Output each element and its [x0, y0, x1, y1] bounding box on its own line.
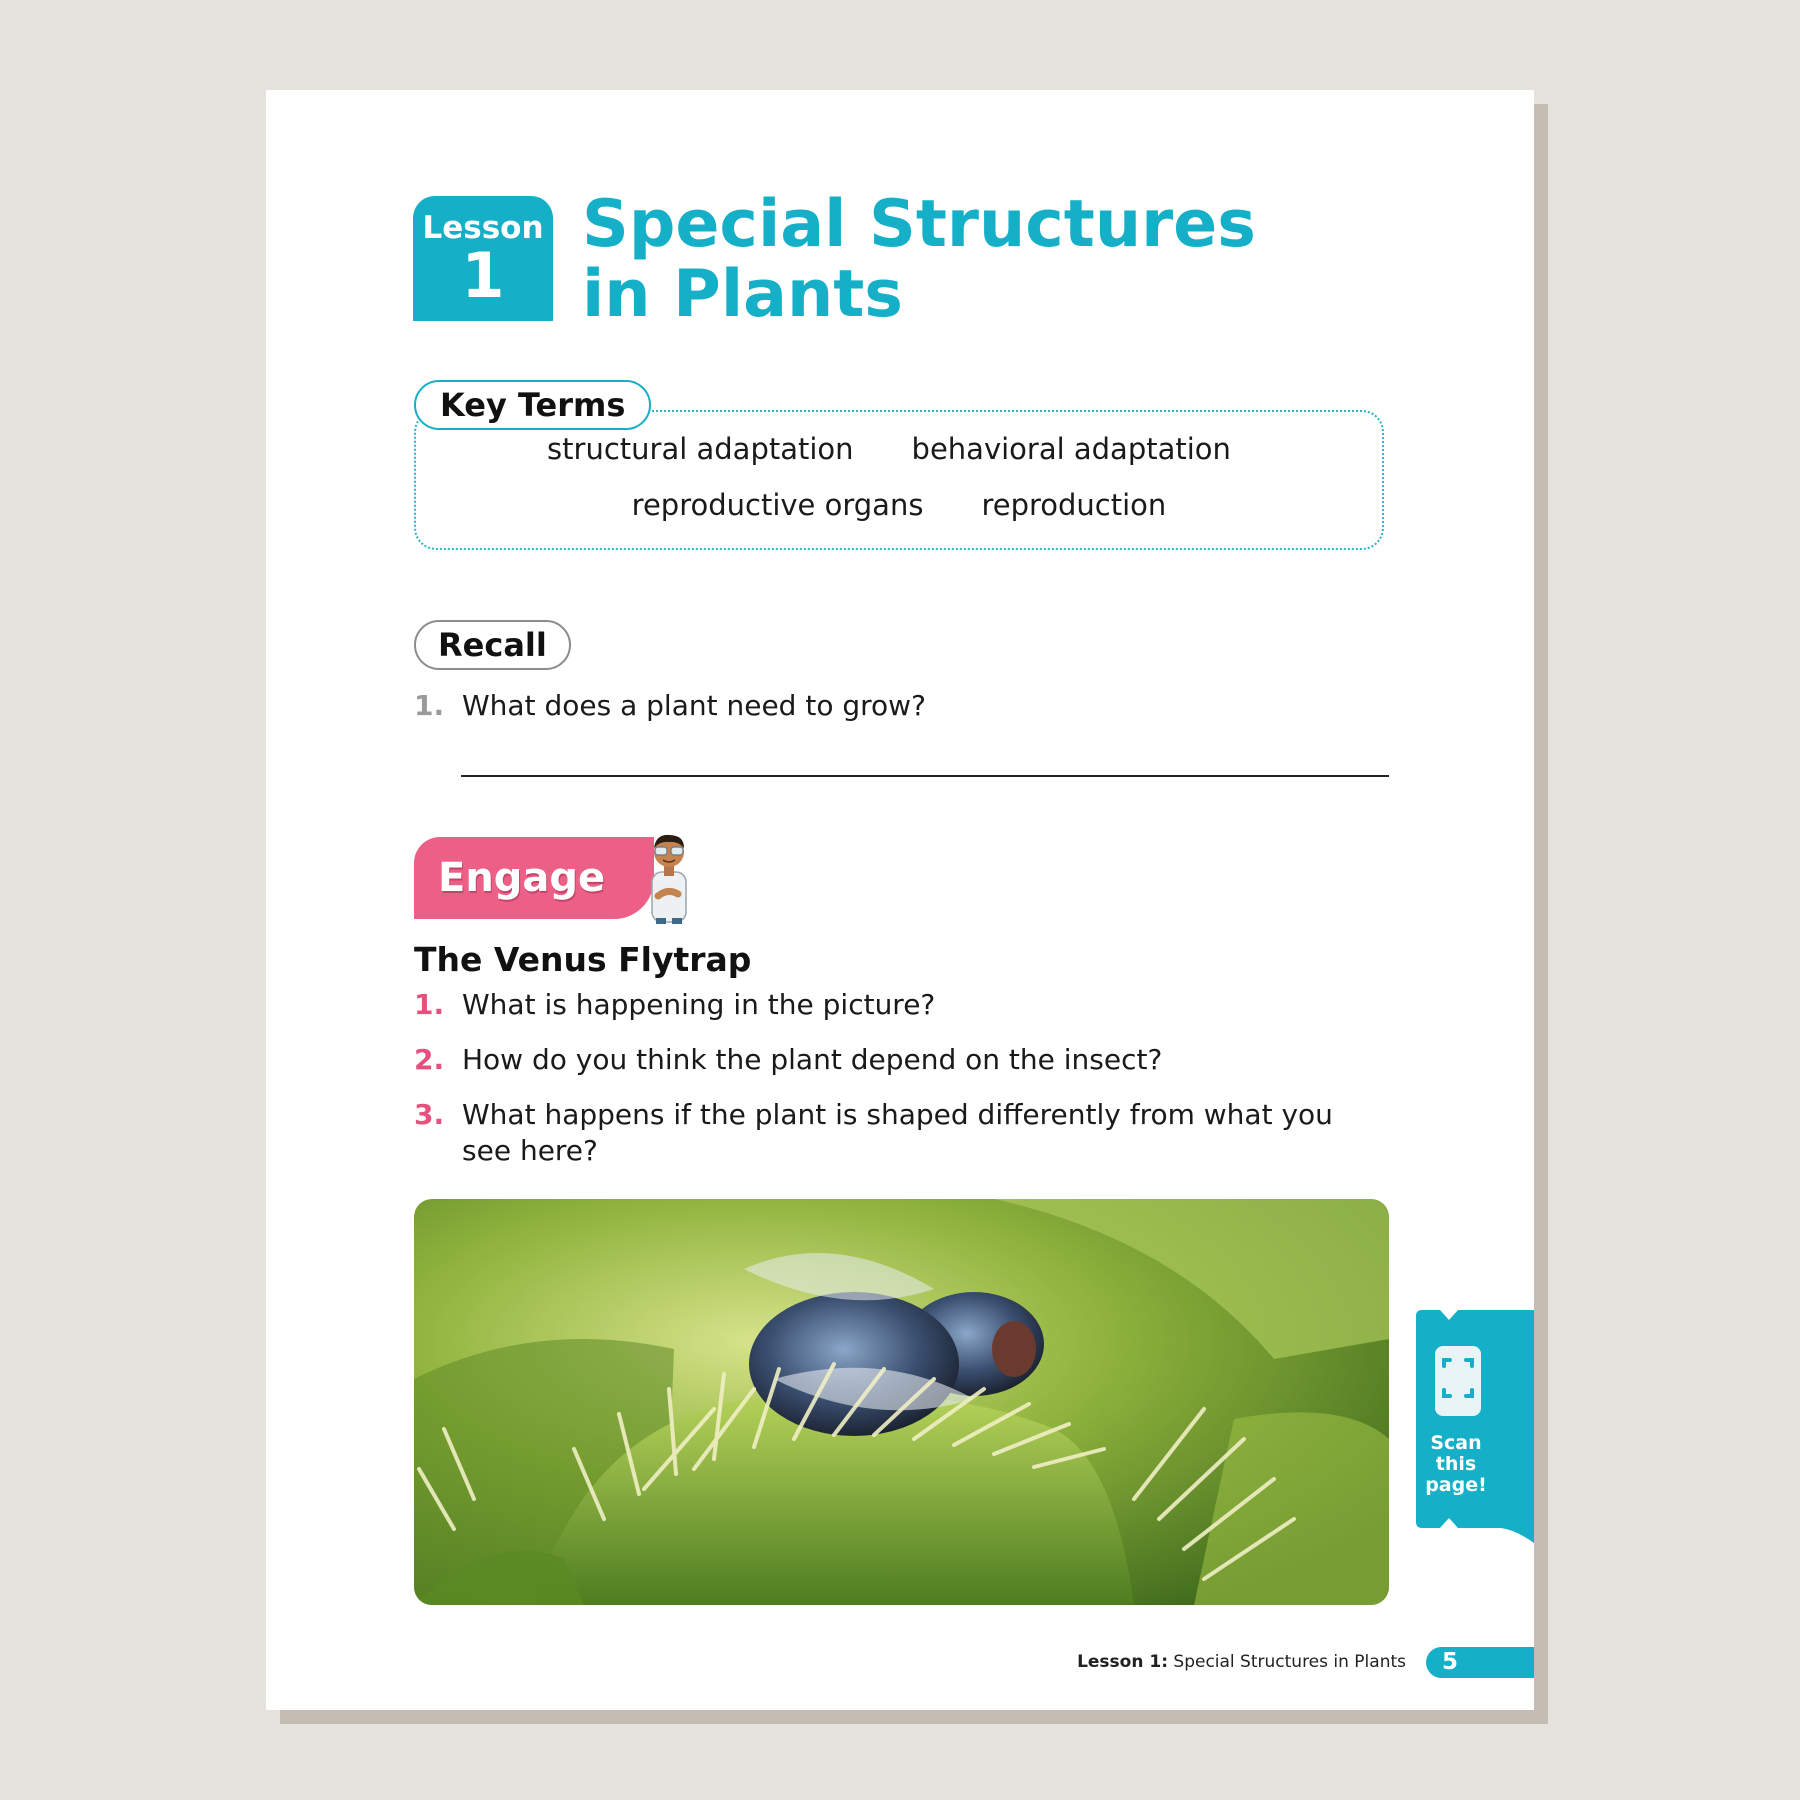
workbook-page — [266, 90, 1534, 1710]
scan-page-tab[interactable] — [1406, 1308, 1534, 1543]
key-term: reproductive organs — [631, 488, 924, 522]
key-term: behavioral adaptation — [911, 432, 1231, 466]
footer-lesson-label: Lesson 1: — [1077, 1652, 1168, 1672]
lesson-badge — [413, 196, 553, 321]
scan-label-line: Scan — [1430, 1432, 1482, 1454]
key-terms-label: Key Terms — [414, 380, 651, 430]
page-footer — [1077, 1652, 1406, 1672]
section-heading: The Venus Flytrap — [414, 940, 752, 979]
question-number: 3. — [414, 1098, 445, 1131]
venus-flytrap-photo — [414, 1199, 1389, 1605]
phone-scan-icon — [1435, 1346, 1481, 1416]
engage-tab: Engage — [414, 837, 654, 919]
scan-label-line: page! — [1425, 1474, 1487, 1496]
scan-label-line: this — [1435, 1453, 1477, 1475]
question-text: What does a plant need to grow? — [462, 689, 926, 722]
question-number: 1. — [414, 689, 445, 722]
footer-lesson-title: Special Structures in Plants — [1173, 1652, 1406, 1672]
question-text: What happens if the plant is shaped differently from what you see here? — [462, 1098, 1333, 1167]
lesson-word: Lesson — [422, 210, 544, 246]
question-text: What is happening in the picture? — [462, 988, 936, 1021]
key-terms-row — [416, 488, 1382, 522]
key-term: reproduction — [981, 488, 1167, 522]
recall-label: Recall — [414, 620, 571, 670]
question-text: How do you think the plant depend on the insect? — [462, 1043, 1163, 1076]
key-term: structural adaptation — [547, 432, 854, 466]
lesson-title: Special Structures in Plants — [582, 187, 1256, 332]
answer-line[interactable] — [461, 775, 1389, 777]
key-terms-row — [406, 432, 1372, 466]
key-terms-box — [414, 410, 1384, 550]
question-number: 1. — [414, 988, 445, 1021]
question-number: 2. — [414, 1043, 445, 1076]
lesson-number: 1 — [461, 239, 505, 312]
page-number: 5 — [1426, 1647, 1534, 1678]
scan-page-label — [1408, 1433, 1504, 1496]
scientist-illustration-icon — [638, 830, 698, 925]
